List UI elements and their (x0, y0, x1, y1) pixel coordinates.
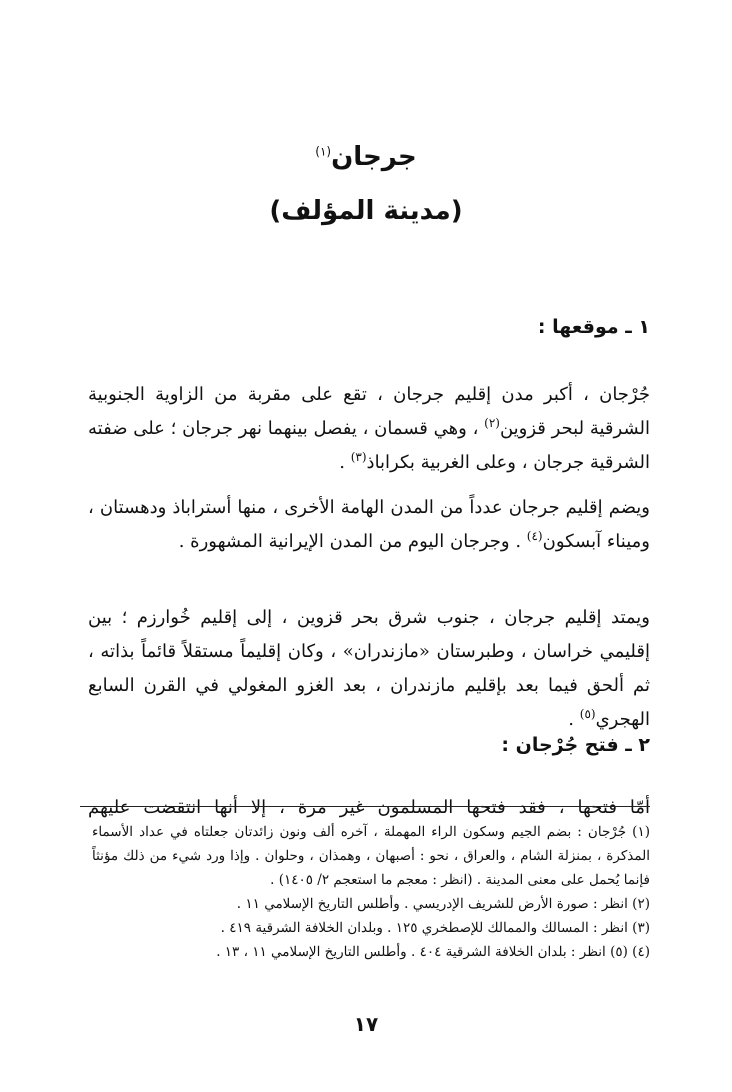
footnote-ref: (٤) (526, 529, 543, 543)
chapter-title-text: جرجان (331, 142, 417, 172)
footnote-divider (80, 806, 650, 807)
paragraph-text: ويمتد إقليم جرجان ، جنوب شرق بحر قزوين ، إلى إقليم خُوارزم ؛ بين إقليمي خراسان ، وطبرستان «مازندران» ، وكان إقليماً مستقلاً قائماً بذاته ، ثم ألحق فيما بعد بإقليم مازندران ، بعد الغزو المغولي في القرن السابع الهجري (88, 607, 650, 730)
section-heading-location: ١ ـ موقعها : (537, 316, 650, 338)
paragraph-text: . (568, 709, 580, 730)
footnote-ref: (٣) (350, 450, 367, 464)
paragraph-text: جُرْجان ، أكبر مدن إقليم جرجان ، تقع على مقربة من الزاوية الجنوبية الشرقية لبحر قزوين (88, 384, 650, 439)
paragraph-text: ويضم إقليم جرجان عدداً من المدن الهامة الأخرى ، منها أستراباذ ودهستان ، وميناء آبسكون (88, 497, 650, 552)
footnote-ref: (١) (315, 144, 332, 159)
paragraph-region-extent (88, 601, 650, 737)
footnote-4-5: (٤) (٥) انظر : بلدان الخلافة الشرقية ٤٠٤ . وأطلس التاريخ الإسلامي ١١ ، ١٣ . (216, 944, 650, 960)
paragraph-text: . (339, 452, 351, 473)
page-number: ١٧ (353, 1012, 379, 1036)
paragraph-text: ، وهي قسمان ، يفصل بينهما نهر جرجان ؛ على ضفته الشرقية جرجان ، وعلى الغربية بكراباذ (88, 418, 650, 473)
footnote-3: (٣) انظر : المسالك والممالك للإصطخري ١٢٥ . وبلدان الخلافة الشرقية ٤١٩ . (220, 920, 650, 936)
footnote-ref: (٢) (484, 416, 500, 430)
chapter-title (0, 142, 732, 173)
footnote-ref: (٥) (579, 707, 596, 721)
footnotes (92, 820, 650, 964)
paragraph-conquest: أمّا فتحها ، فقد فتحها المسلمون غير مرة ، إلا أنها انتقضت عليهم (88, 797, 650, 818)
paragraph-location (88, 378, 650, 480)
section-heading-conquest: ٢ ـ فتح جُرْجان : (501, 734, 650, 756)
paragraph-text: . وجرجان اليوم من المدن الإيرانية المشهورة . (178, 531, 527, 552)
paragraph-region-cities (88, 491, 650, 559)
chapter-subtitle: (مدينة المؤلف) (269, 196, 463, 226)
footnote-2: (٢) انظر : صورة الأرض للشريف الإدريسي . وأطلس التاريخ الإسلامي ١١ . (236, 896, 650, 912)
footnote-1: (١) جُرْجان : بضم الجيم وسكون الراء المهملة ، آخره ألف ونون زائدتان جعلتاه في عداد الأسماء المذكرة ، بمنزلة الشام ، والعراق ، نحو : أصبهان ، وهمذان ، وحلوان . وإذا ورد شيء من ذلك مؤنثاً فإنما يُحمل على معنى المدينة . (انظر : معجم ما استعجم ٢/ ١٤٠٥) . (92, 824, 650, 888)
